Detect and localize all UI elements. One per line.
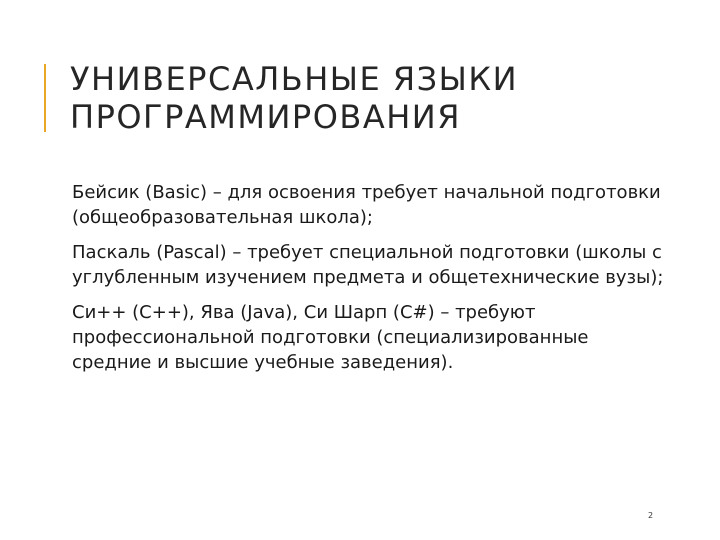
body-paragraph: Си++ (С++), Ява (Java), Си Шарп (C#) – требуют профессиональной подготовки (специализированные средние и высшие учебные заведения).	[72, 302, 589, 373]
body-paragraph: Паскаль (Pascal) – требует специальной подготовки (школы с углубленным изучением предмета и общетехнические вузы);	[72, 242, 664, 288]
slide-body	[72, 180, 672, 385]
title-line: ПРОГРАММИРОВАНИЯ	[70, 98, 461, 136]
slide-number: 2	[648, 511, 654, 520]
title-accent-bar	[44, 64, 46, 132]
title-line: УНИВЕРСАЛЬНЫЕ ЯЗЫКИ	[70, 60, 519, 98]
body-paragraph: Бейсик (Basic) – для освоения требует начальной подготовки (общеобразовательная школа);	[72, 182, 661, 228]
slide-title	[70, 60, 690, 136]
